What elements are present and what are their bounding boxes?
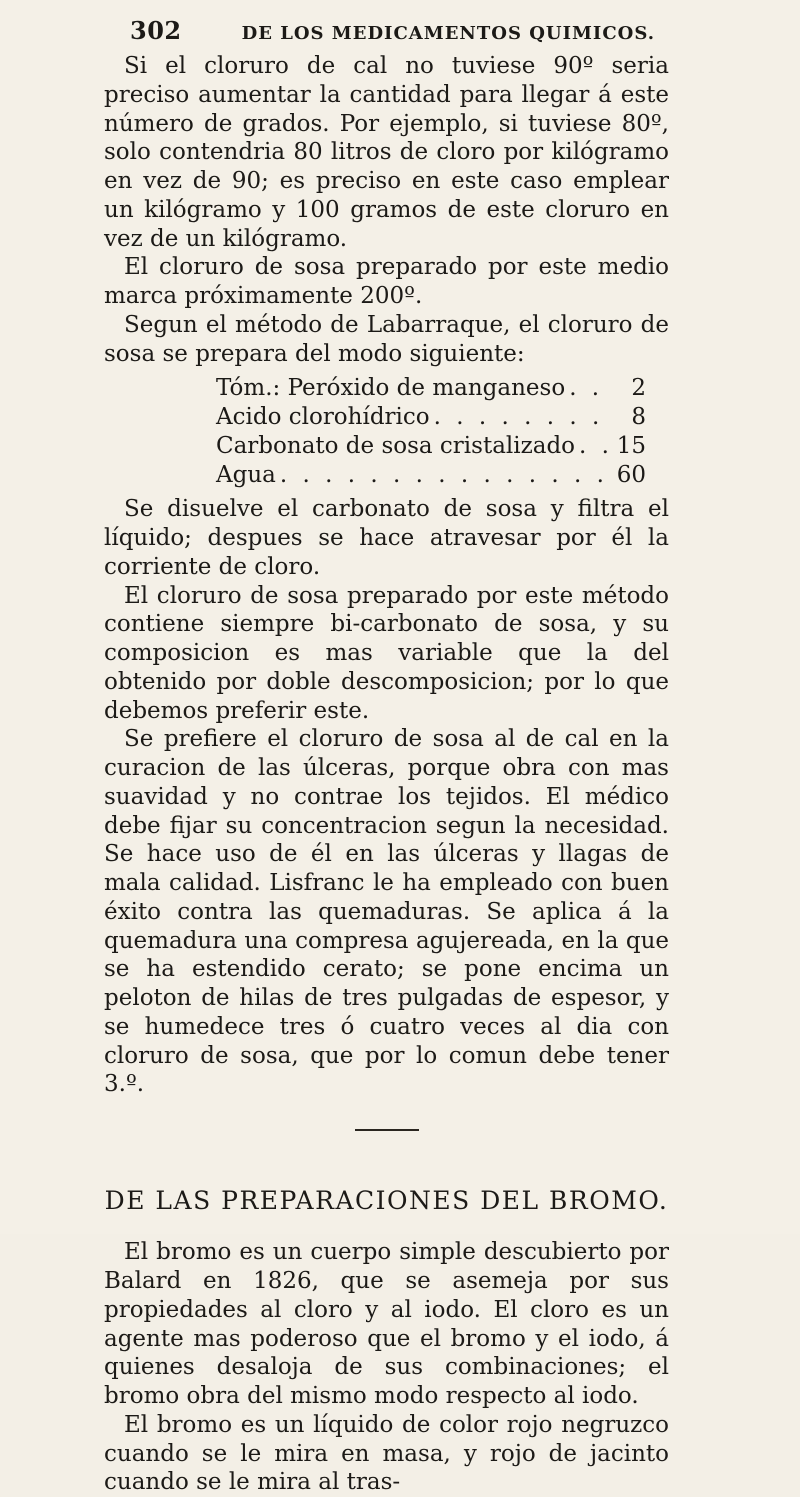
paragraph: Segun el método de Labarraque, el cloruro de sosa se prepara del modo siguiente: (104, 311, 669, 367)
recipe-list (216, 374, 669, 489)
ingredient-quantity: 60 (616, 461, 646, 488)
recipe-row (216, 374, 646, 403)
leader-dots (579, 432, 613, 461)
recipe-row (216, 403, 646, 432)
running-head: DE LOS MEDICAMENTOS QUIMICOS. (241, 23, 655, 44)
paragraph: Si el cloruro de cal no tuviese 90º seria preciso aumentar la cantidad para llegar á este número de grados. Por ejemplo, si tuviese 80º, solo contendria 80 litros de cloro por kilógramo en vez de 90; es preciso en este caso emplear un kilógramo y 100 gramos de este cloruro en vez de un kilógramo. (104, 53, 669, 252)
paragraph: El cloruro de sosa preparado por este medio marca próximamente 200º. (104, 254, 669, 309)
ingredient-name: Agua (216, 461, 276, 488)
ingredient-name: Carbonato de sosa cristalizado (216, 432, 576, 459)
recipe-row (216, 432, 646, 461)
paragraph: El cloruro de sosa preparado por este método contiene siempre bi-carbonato de sosa, y su composicion es mas variable que la del obtenido por doble descomposicion; por lo que debemos preferir este. (104, 582, 669, 724)
paragraph: Se prefiere el cloruro de sosa al de cal en la curacion de las úlceras, porque obra con mas suavidad y no contrae los tejidos. El médico debe fijar su concentracion segun la necesidad. Se hace uso de él en las úlceras y llagas de mala calidad. Lisfranc le ha empleado con buen éxito contra las quemaduras. Se aplica á la quemadura una compresa agujereada, en la que se ha estendido cerato; se pone encima un peloton de hilas de tres pulgadas de espesor, y se humedece tres ó cuatro veces al dia con cloruro de sosa, que por lo comun debe tener 3.º. (104, 726, 669, 1098)
ingredient-name: Tóm.: Peróxido de manganeso (216, 375, 566, 402)
paragraph: El bromo es un cuerpo simple descubierto por Balard en 1826, que se asemeja por sus propiedades al cloro y al iodo. El cloro es un agente mas poderoso que el bromo y el iodo, á quienes desaloja de sus combinaciones; el bromo obra del mismo modo respecto al iodo. (104, 1239, 669, 1409)
leader-dots (569, 374, 616, 403)
section-divider (355, 1129, 419, 1131)
section-title: DE LAS PREPARACIONES DEL BROMO. (104, 1186, 669, 1215)
paragraph: Se disuelve el carbonato de sosa y filtra el líquido; despues se hace atravesar por él la corriente de cloro. (104, 496, 669, 580)
page-body (104, 52, 669, 1497)
leader-dots (434, 403, 616, 432)
recipe-row (216, 461, 646, 490)
paragraph: El bromo es un líquido de color rojo negruzco cuando se le mira en masa, y rojo de jacinto cuando se le mira al tras- (104, 1411, 669, 1496)
ingredient-name: Acido clorohídrico (216, 404, 430, 430)
ingredient-quantity: 2 (631, 375, 646, 402)
ingredient-quantity: 8 (631, 404, 646, 430)
page-number: 302 (130, 16, 182, 45)
leader-dots (280, 461, 613, 490)
page-header (130, 16, 670, 45)
ingredient-quantity: 15 (616, 432, 646, 459)
